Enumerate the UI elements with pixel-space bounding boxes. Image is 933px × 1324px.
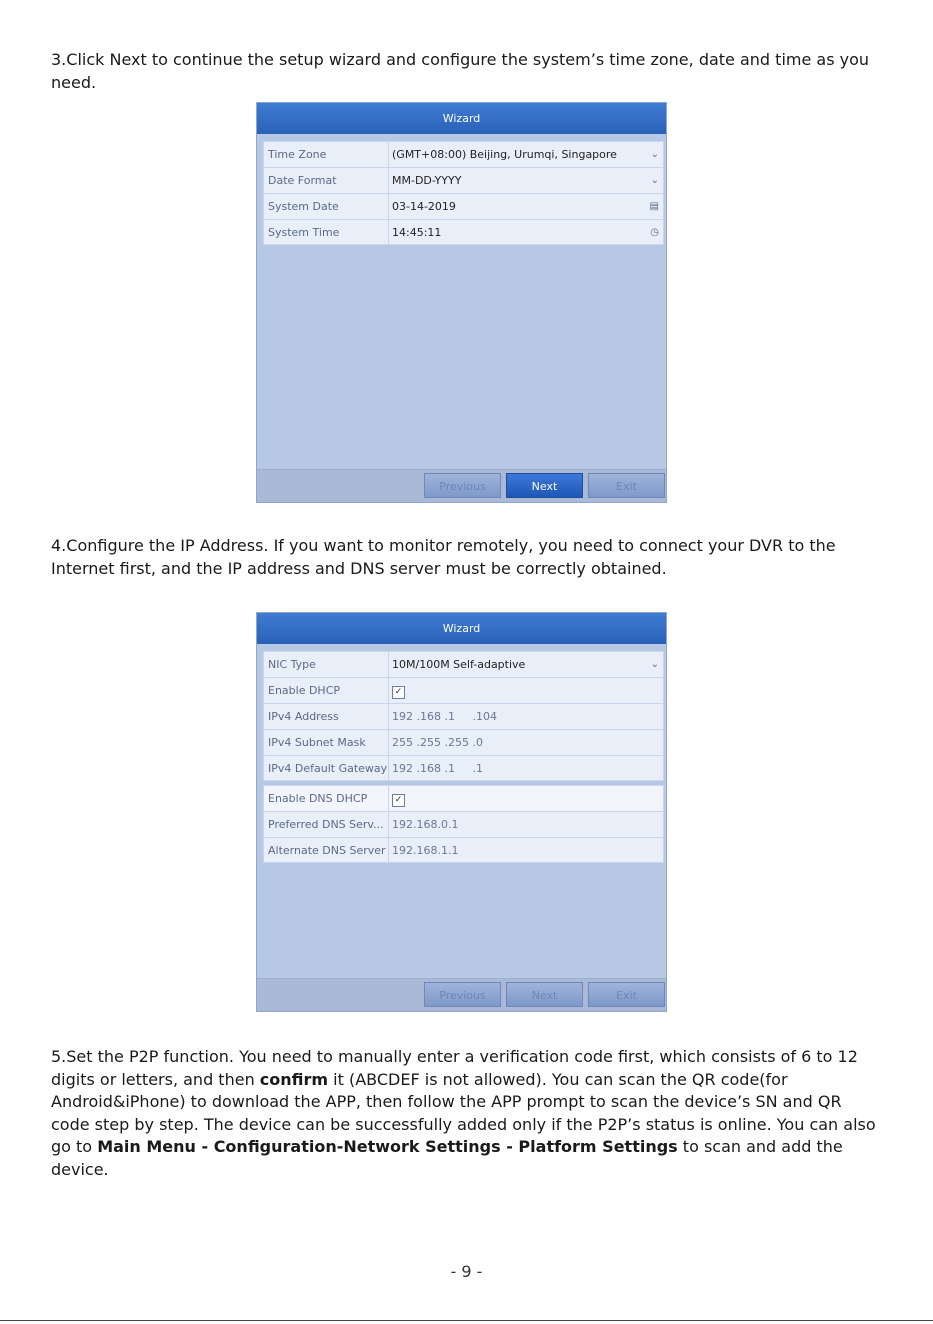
nic-type-row[interactable]: [263, 651, 664, 677]
nic-type-label: NIC Type: [264, 652, 389, 677]
system-date-row[interactable]: [263, 193, 664, 219]
page-bottom-rule: [0, 1320, 933, 1321]
preferred-dns-label: Preferred DNS Serv...: [264, 812, 389, 837]
alternate-dns-field[interactable]: 192.168.1.1: [392, 844, 459, 857]
next-button[interactable]: Next: [506, 473, 583, 498]
step5-paragraph: [51, 1046, 881, 1181]
previous-button[interactable]: Previous: [424, 982, 501, 1007]
wizard-title: Wizard: [257, 103, 666, 134]
subnet-mask-row: [263, 729, 664, 755]
step5-text-3: to scan and add the device.: [51, 1137, 843, 1179]
time-zone-value: (GMT+08:00) Beijing, Urumqi, Singapore: [392, 148, 617, 161]
step5-text-2: it (ABCDEF is not allowed). You can scan the QR code(for Android&iPhone) to download the APP, then follow the APP prompt to scan the device’s SN and QR code step by step. The device can be successfully added only if the P2P’s status is online. You can also go to: [51, 1069, 876, 1156]
system-date-label: System Date: [264, 194, 389, 219]
step4-paragraph: 4.Configure the IP Address. If you want to monitor remotely, you need to connect your DVR to the Internet first, and the IP address and DNS server must be correctly obtained.: [51, 536, 836, 578]
enable-dhcp-checkbox[interactable]: ✓: [392, 686, 405, 699]
ipv4-address-row: [263, 703, 664, 729]
alternate-dns-row: [263, 837, 664, 863]
enable-dns-dhcp-row: [263, 785, 664, 811]
step3-paragraph: 3.Click Next to continue the setup wizard and configure the system’s time zone, date and time as you need.: [51, 50, 870, 92]
default-gateway-label: IPv4 Default Gateway: [264, 756, 389, 780]
system-time-label: System Time: [264, 220, 389, 244]
date-format-row[interactable]: [263, 167, 664, 193]
default-gateway-row: [263, 755, 664, 781]
previous-button[interactable]: Previous: [424, 473, 501, 498]
subnet-mask-label: IPv4 Subnet Mask: [264, 730, 389, 755]
subnet-mask-field[interactable]: 255 .255 .255 .0: [392, 736, 483, 749]
preferred-dns-field[interactable]: 192.168.0.1: [392, 818, 459, 831]
chevron-down-icon[interactable]: ⌄: [650, 175, 659, 186]
system-date-value: 03-14-2019: [392, 200, 456, 213]
wizard-title: Wizard: [257, 613, 666, 644]
exit-button[interactable]: Exit: [588, 473, 665, 498]
enable-dns-dhcp-checkbox[interactable]: ✓: [392, 794, 405, 807]
step5-bold-menu-path: Main Menu - Configuration-Network Settings - Platform Settings: [97, 1137, 678, 1156]
system-time-value: 14:45:11: [392, 226, 442, 239]
date-format-label: Date Format: [264, 168, 389, 193]
alternate-dns-label: Alternate DNS Server: [264, 838, 389, 862]
wizard-time-panel: [256, 102, 667, 503]
date-format-value: MM-DD-YYYY: [392, 174, 462, 187]
wizard-footer: [257, 469, 666, 502]
system-time-row[interactable]: [263, 219, 664, 245]
clock-icon[interactable]: ◷: [650, 227, 659, 238]
default-gateway-field[interactable]: 192 .168 .1 .1: [392, 762, 483, 775]
next-button[interactable]: Next: [506, 982, 583, 1007]
enable-dns-dhcp-label: Enable DNS DHCP: [264, 786, 389, 811]
preferred-dns-row: [263, 811, 664, 837]
calendar-icon[interactable]: ▤: [649, 201, 659, 212]
nic-type-value: 10M/100M Self-adaptive: [392, 658, 526, 671]
chevron-down-icon[interactable]: ⌄: [650, 149, 659, 160]
ipv4-address-field[interactable]: 192 .168 .1 .104: [392, 710, 497, 723]
ipv4-address-label: IPv4 Address: [264, 704, 389, 729]
exit-button[interactable]: Exit: [588, 982, 665, 1007]
chevron-down-icon[interactable]: ⌄: [650, 659, 659, 670]
step5-bold-confirm: confirm: [259, 1069, 329, 1089]
wizard-network-panel: [256, 612, 667, 1012]
step5-text-1: 5.Set the P2P function. You need to manually enter a verification code first, which consists of 6 to 12 digits or letters, and then: [51, 1047, 858, 1089]
page-number: - 9 -: [450, 1262, 483, 1281]
time-zone-label: Time Zone: [264, 142, 389, 167]
wizard-footer: [257, 978, 666, 1011]
enable-dhcp-label: Enable DHCP: [264, 678, 389, 703]
enable-dhcp-row: [263, 677, 664, 703]
time-zone-row[interactable]: [263, 141, 664, 167]
